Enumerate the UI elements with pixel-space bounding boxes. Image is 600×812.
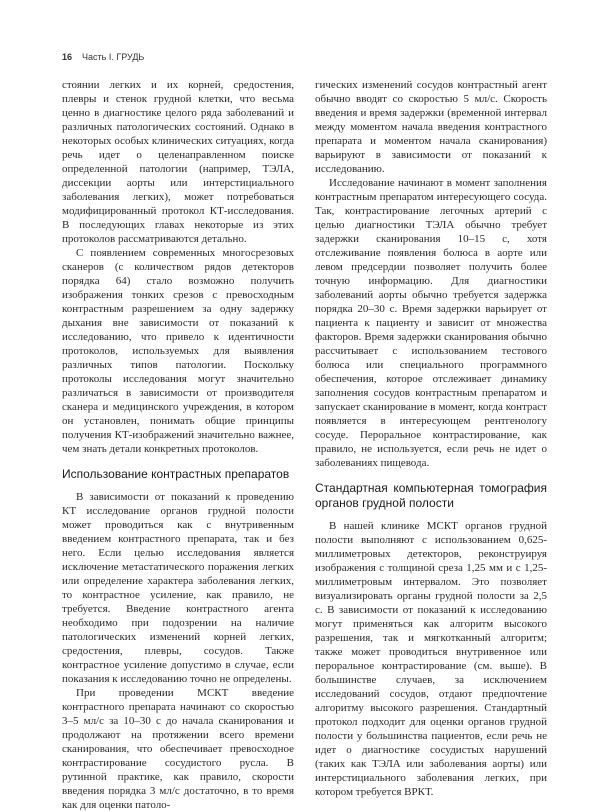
left-paragraph-4: При проведении МСКТ введение контрастного препарата начинают со скоростью 3–5 мл/с за 10–30 с до начала сканирования и продолжают на протяжении всего времени сканирования, что обеспечивает превосходное контрастирование сосудистого русла. В рутинной практике, как правило, скорости введения порядка 3 мл/с достаточно, в то время как для оценки патоло-: [62, 687, 294, 811]
right-paragraph-1: гических изменений сосудов контрастный агент обычно вводят со скоростью 5 мл/с. Скорость введения и время задержки (временной интервал между моментом начала введения контрастного препарата и моментом начала сканирования) варьируют в зависимости от показаний к исследованию.: [315, 79, 547, 175]
section-heading-standard-ct: Стандартная компьютерная томография органов грудной полости: [315, 481, 547, 510]
section-heading-contrast: Использование контрастных препаратов: [62, 467, 290, 481]
left-paragraph-2: С появлением современных многосрезовых сканеров (с количеством рядов детекторов порядка 64) стало возможно получить изображения тонких срезов с превосходным контрастным разрешением за одну задержку дыхания вне зависимости от показаний к исследованию, что привело к идентичности протоколов, используемых для выявления различных типов патологии. Поскольку протоколы исследования могут значительно различаться в зависимости от производителя сканера и медицинского учреждения, в котором он установлен, понимать общие принципы получения КТ-изображений значительно важнее, чем знать детали конкретных протоколов.: [62, 247, 294, 455]
left-column: [62, 78, 294, 812]
right-paragraph-3: В нашей клинике МСКТ органов грудной полости выполняют с использованием 0,625-миллиметровых детекторов, реконструируя изображения с толщиной среза 1,25 мм и с 1,25-миллиметровым интервалом. Это позволяет визуализировать органы грудной полости за 2,5 с. В зависимости от показаний к исследованию могут применяться как алгоритм высокого разрешения, так и мягкотканный алгоритм; также может проводиться внутривенное или пероральное контрастирование (см. выше). В большинстве случаев, за исключением исследований сосудов, отдают предпочтение алгоритму высокого разрешения. Стандартный протокол подходит для оценки органов грудной полости у большинства пациентов, если речь не идет о диагностике сосудистых нарушений (таких как ТЭЛА или заболевания аорты) или интерстициального заболевания легких, при котором требуется ВРКТ.: [315, 520, 547, 798]
page-number: 16: [62, 52, 73, 62]
right-column: [315, 78, 547, 799]
right-paragraph-2: Исследование начинают в момент заполнения контрастным препаратом интересующего сосуда. Так, контрастирование легочных артерий с целью диагностики ТЭЛА обычно требует задержки сканирования 10–15 с, хотя отслеживание появления болюса в аорте или левом предсердии позволяет получить более точную информацию. Для диагностики заболеваний аорты обычно требуется задержка порядка 20–30 с. Время задержки варьирует от пациента к пациенту и зависит от множества факторов. Время задержки сканирования обычно рассчитывает с использованием тестового болюса или специального программного обеспечения, которое отслеживает динамику заполнения сосудов контрастным препаратом и запускает сканирование в момент, когда контраст появляется в интересующем рентгенологу сосуде. Пероральное контрастирование, как правило, не используется, если речь не идет о заболеваниях пищевода.: [315, 177, 547, 469]
part-title: Часть I. ГРУДЬ: [82, 52, 145, 62]
left-paragraph-3: В зависимости от показаний к проведению КТ исследование органов грудной полости может проводиться как с внутривенным введением контрастного препарата, так и без него. Если целью исследования является исключение метастатического поражения легких или определение характера заболевания легких, то контрастное усиление, как правило, не требуется. Введение контрастного агента необходимо при подозрении на наличие патологических изменений корней легких, средостения, плевры, сосудов. Также контрастное усиление допустимо в случае, если показания к исследованию точно не определены.: [62, 491, 294, 685]
running-header: [62, 52, 144, 62]
left-paragraph-1: стоянии легких и их корней, средостения, плевры и стенок грудной клетки, что весьма ценно в диагностике целого ряда заболеваний и различных патологических состояний. Однако в некоторых особых клинических ситуациях, когда речь идет о целенаправленном поиске определенной патологии (например, ТЭЛА, диссекции аорты или интерстициального заболевания легких), может потребоваться модифицированный протокол КТ-исследования. В последующих главах некоторые из этих протоколов рассматриваются детально.: [62, 79, 294, 245]
